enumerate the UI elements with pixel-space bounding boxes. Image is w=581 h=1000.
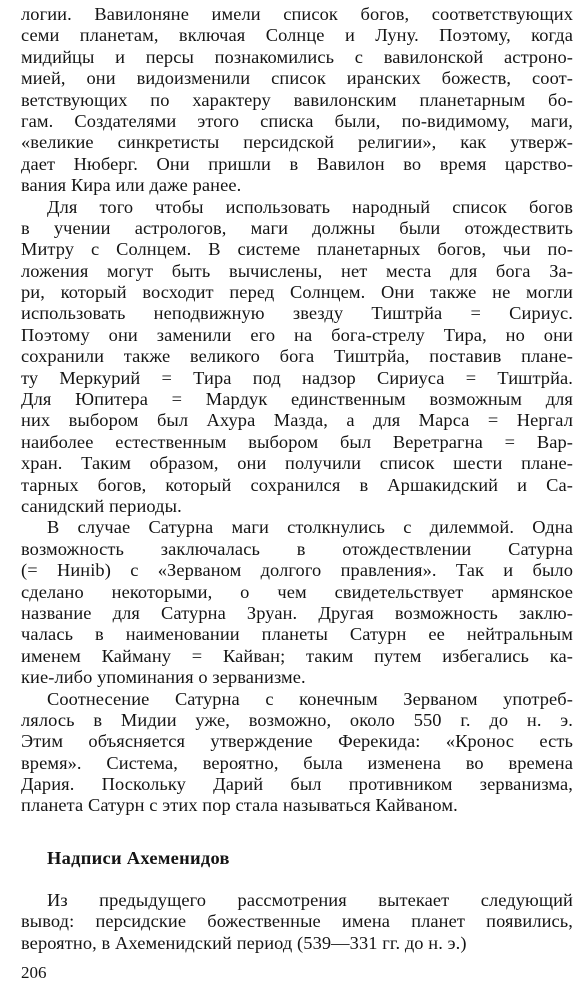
text-line: логии. Вавилоняне имели список богов, соответствующих [21, 4, 573, 24]
section-heading: Надписи Ахеменидов [47, 848, 230, 868]
text-line: вероятно, в Ахеменидский период (539—331 гг. до н. э.) [21, 932, 467, 953]
text-line: использовать неподвижную звезду Тиштрйа = Сириус. [21, 303, 573, 324]
text-line: лялось в Мидии уже, возможно, около 550 г. до н. э. [21, 709, 573, 730]
text-line: Поэтому они заменили его на бога-стрелу Тира, но они [21, 324, 573, 345]
text-line: название для Сатурна Зруан. Другая возможность заклю- [21, 602, 573, 623]
text-line: в учении астрологов, маги должны были отождествить [21, 217, 573, 238]
paragraph [21, 4, 573, 197]
text-line: В случае Сатурна маги столкнулись с дилеммой. Одна [47, 517, 573, 538]
text-line: хран. Таким образом, они получили список шести плане- [21, 453, 573, 474]
text-line: Этим объясняется утверждение Ферекида: «Кронос есть [21, 731, 573, 752]
text-line: них выбором был Ахура Мазда, а для Марса = Нергал [21, 410, 573, 431]
text-line: Соотнесение Сатурна с конечным Зерваном употреб- [47, 688, 573, 709]
text-line: гам. Создателями этого списка были, по-видимому, маги, [21, 110, 573, 131]
page-number: 206 [21, 963, 47, 982]
paragraph [21, 197, 573, 518]
text-line: мией, они видоизменили список иранских божеств, соот- [21, 68, 573, 89]
text-line: чалась в наименовании планеты Сатурн ее нейтральным [21, 624, 573, 645]
text-line: наиболее естественным выбором был Веретрагна = Вар- [21, 431, 573, 452]
text-line: Для того чтобы использовать народный список богов [47, 196, 573, 217]
text-line: Дария. Поскольку Дарий был противником зерванизма, [21, 774, 573, 795]
text-line: Для Юпитера = Мардук единственным возможным для [21, 389, 573, 410]
text-line: ту Меркурий = Тира под надзор Сириуса = Тиштрйа. [21, 367, 573, 388]
text-line: сделано некоторыми, о чем свидетельствует армянское [21, 581, 573, 602]
body-text [21, 4, 573, 817]
paragraph [21, 517, 573, 688]
text-line: ри, который восходит перед Солнцем. Они также не могли [21, 282, 573, 303]
text-line: ветствующих по характеру вавилонским планетарным бо- [21, 89, 573, 110]
text-line: «великие синкретисты персидской религии», как утверж- [21, 132, 573, 153]
text-line: Из предыдущего рассмотрения вытекает следующий [47, 890, 573, 910]
text-line: сохранили также великого бога Тиштрйа, поставив плане- [21, 346, 573, 367]
text-line: кие-либо упоминания о зерванизме. [21, 667, 306, 688]
text-line: время». Система, вероятно, была изменена во времена [21, 752, 573, 773]
text-line: дает Нюберг. Они пришли в Вавилон во время царство- [21, 153, 573, 174]
text-line: планета Сатурн с этих пор стала называться Кайваном. [21, 795, 458, 816]
text-line: Митру с Солнцем. В системе планетарных богов, чьи по- [21, 239, 573, 260]
paragraph [21, 689, 573, 817]
text-line: семи планетам, включая Солнце и Луну. Поэтому, когда [21, 25, 573, 46]
text-line: возможность заключалась в отождествлении Сатурна [21, 538, 573, 559]
final-paragraph [21, 890, 573, 954]
text-line: (= Нинib) с «Зерваном долгого правления». Так и было [21, 560, 573, 581]
text-line: вывод: персидские божественные имена планет появились, [21, 911, 573, 932]
text-line: ложения могут быть вычислены, нет места для бога За- [21, 260, 573, 281]
paragraph [21, 890, 573, 954]
text-line: тарных богов, который сохранился в Аршакидский и Са- [21, 474, 573, 495]
text-line: вания Кира или даже ранее. [21, 175, 242, 196]
text-line: санидский периоды. [21, 495, 182, 516]
text-line: именем Кайману = Кайван; таким путем избегались ка- [21, 645, 573, 666]
text-line: мидийцы и персы познакомились с вавилонской астроно- [21, 46, 573, 67]
